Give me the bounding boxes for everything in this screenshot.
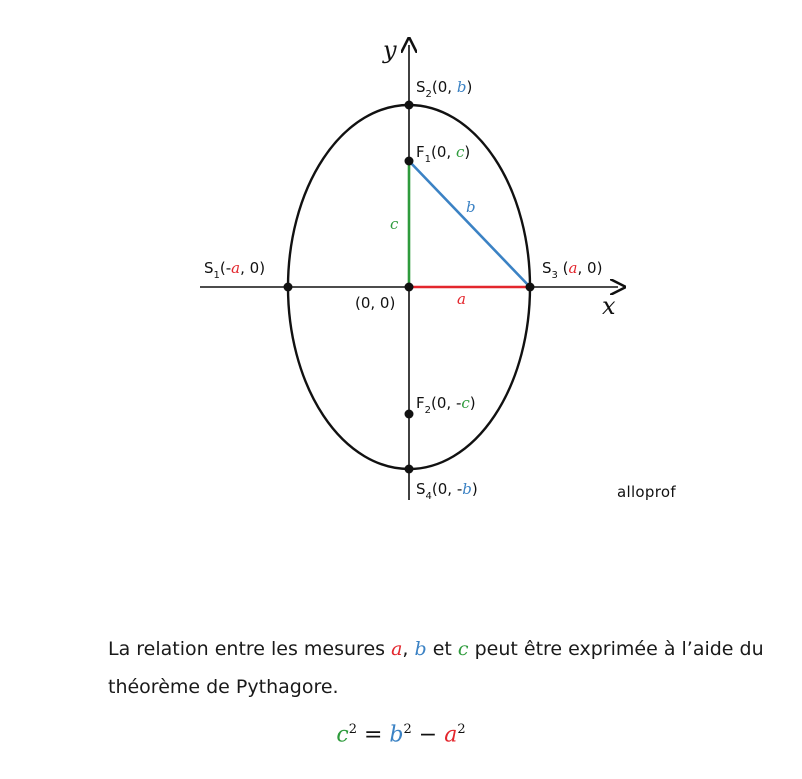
point-s1 xyxy=(284,283,293,292)
y-axis-label: y xyxy=(383,36,397,64)
label-f2: $F_2(0$, -c) xyxy=(416,394,476,416)
pythagore-formula: $c^2 = b^2 - a^2$ xyxy=(336,722,466,748)
var-c: c xyxy=(457,638,469,660)
brand-logo: alloprof xyxy=(617,483,676,501)
point-f2 xyxy=(405,410,414,419)
var-a: a xyxy=(391,638,403,660)
segment-b xyxy=(409,161,530,287)
explanation-text: La relation entre les mesures a, b et c peut être exprimée à l’aide du théorème de Pythagore. xyxy=(108,638,764,698)
var-b: b xyxy=(414,638,427,660)
point-s3 xyxy=(526,283,535,292)
segment-a-label: a xyxy=(457,290,466,308)
point-s2 xyxy=(405,101,414,110)
label-f1: $F_1(0$, c) xyxy=(416,143,471,165)
segment-b-label: b xyxy=(466,198,476,216)
point-f1 xyxy=(405,157,414,166)
label-s1: $S_1(-a$, 0) xyxy=(204,259,266,281)
label-s3: $S_3$ (a, 0) xyxy=(542,259,603,281)
segment-c-label: c xyxy=(390,215,399,233)
point-s4 xyxy=(405,465,414,474)
point-origin xyxy=(405,283,414,292)
x-axis-label: x xyxy=(602,292,616,320)
label-s2: $S_2(0$, b) xyxy=(416,78,473,100)
label-s4: $S_4(0$, -b) xyxy=(416,480,478,502)
label-origin: (0, 0) xyxy=(355,294,396,312)
